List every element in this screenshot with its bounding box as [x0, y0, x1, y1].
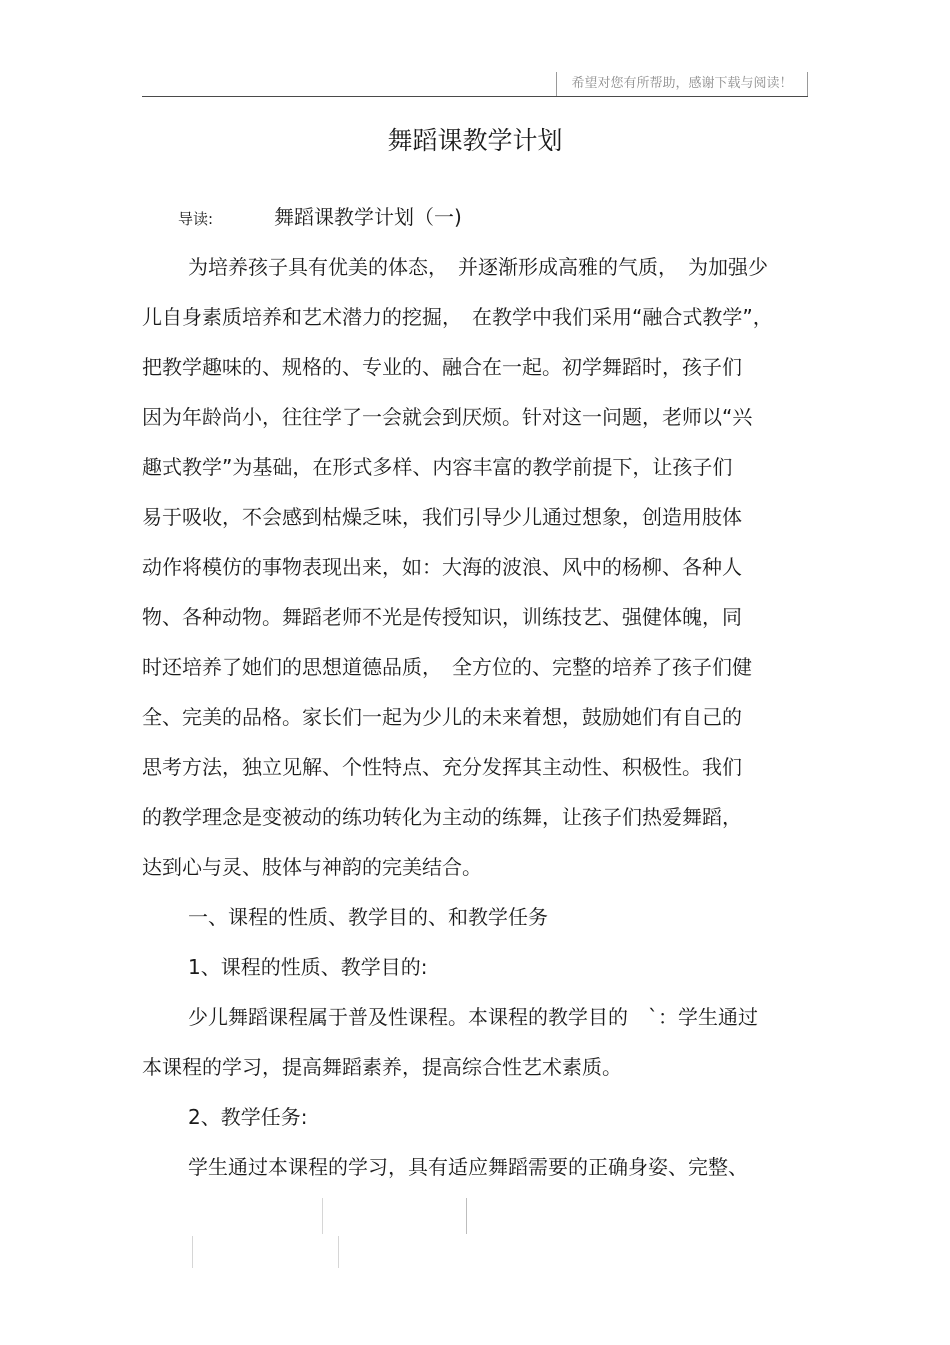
header-rule	[142, 96, 808, 97]
scan-artifact-line	[338, 1236, 339, 1268]
section-heading: 一、课程的性质、教学目的、和教学任务	[188, 905, 548, 929]
header-banner: 希望对您有所帮助，感谢下载与阅读！	[556, 72, 808, 96]
guide-label: 导读:	[178, 210, 214, 228]
guide-text: 舞蹈课教学计划（一)	[274, 205, 462, 229]
paragraph-line: 学生通过本课程的学习，具有适应舞蹈需要的正确身姿、完整、	[188, 1155, 748, 1179]
paragraph-line: 全、完美的品格。家长们一起为少儿的未来着想，鼓励她们有自己的	[142, 705, 742, 729]
paragraph-line: 儿自身素质培养和艺术潜力的挖掘， 在教学中我们采用“融合式教学”，	[142, 305, 773, 329]
paragraph-line: 思考方法，独立见解、个性特点、充分发挥其主动性、积极性。我们	[142, 755, 742, 779]
subsection-heading: 2、教学任务:	[188, 1105, 308, 1129]
paragraph-line: 动作将模仿的事物表现出来，如：大海的波浪、风中的杨柳、各种人	[142, 555, 742, 579]
paragraph-line: 为培养孩子具有优美的体态， 并逐渐形成高雅的气质， 为加强少	[188, 255, 768, 279]
paragraph-line: 时还培养了她们的思想道德品质， 全方位的、完整的培养了孩子们健	[142, 655, 752, 679]
paragraph-line: 因为年龄尚小，往往学了一会就会到厌烦。针对这一问题，老师以“兴	[142, 405, 753, 429]
document-title: 舞蹈课教学计划	[387, 126, 563, 155]
scan-artifact-line	[322, 1198, 323, 1234]
paragraph-line: 本课程的学习，提高舞蹈素养，提高综合性艺术素质。	[142, 1055, 622, 1079]
paragraph-line: 少儿舞蹈课程属于普及性课程。本课程的教学目的 `：学生通过	[188, 1005, 758, 1029]
paragraph-line: 的教学理念是变被动的练功转化为主动的练舞，让孩子们热爱舞蹈，	[142, 805, 742, 829]
scan-artifact-line	[466, 1198, 467, 1234]
paragraph-line: 趣式教学”为基础，在形式多样、内容丰富的教学前提下，让孩子们	[142, 455, 733, 479]
subsection-heading: 1、课程的性质、教学目的:	[188, 955, 428, 979]
paragraph-line: 易于吸收，不会感到枯燥乏味，我们引导少儿通过想象，创造用肢体	[142, 505, 742, 529]
scan-artifact-line	[192, 1236, 193, 1268]
paragraph-line: 达到心与灵、肢体与神韵的完美结合。	[142, 855, 482, 879]
guide-row	[178, 202, 462, 232]
paragraph-line: 把教学趣味的、规格的、专业的、融合在一起。初学舞蹈时，孩子们	[142, 355, 742, 379]
paragraph-line: 物、各种动物。舞蹈老师不光是传授知识，训练技艺、强健体魄，同	[142, 605, 742, 629]
